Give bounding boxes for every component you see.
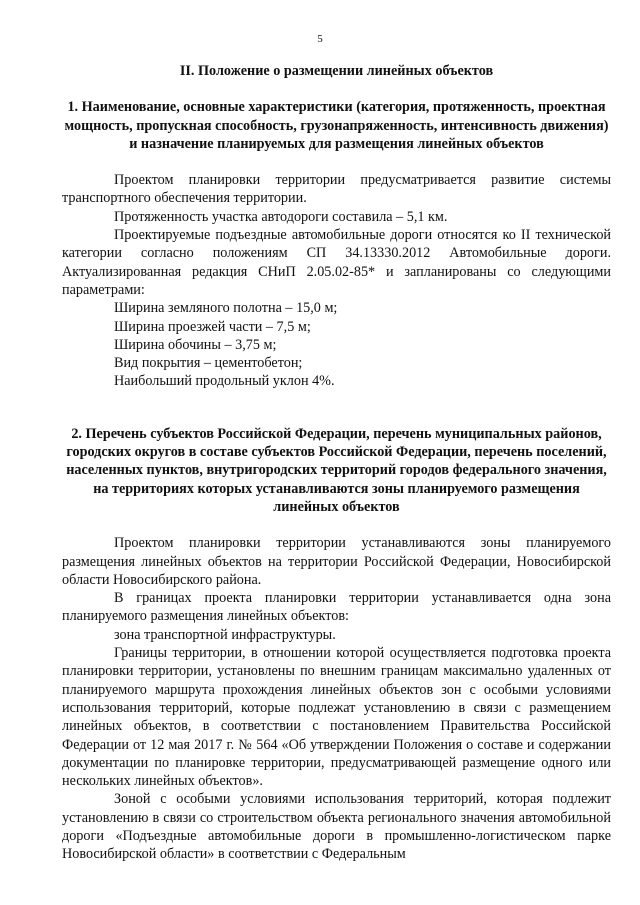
- paragraph: Протяженность участка автодороги составила – 5,1 км.: [114, 208, 448, 225]
- parameter-list: [62, 299, 611, 390]
- paragraph: Зоной с особыми условиями использования территорий, которая подлежит установлению в связи со строительством объекта регионального значения автомобильной дороги «Подъездные автомобильные дороги в промышленно-логистическом парке Новосибирской области» в соответствии с Федеральным: [62, 791, 611, 863]
- list-item: Ширина обочины – 3,75 м;: [114, 336, 277, 353]
- document-body: [62, 62, 611, 864]
- paragraph: В границах проекта планировки территории устанавливается одна зона планируемого размещения линейных объектов:: [62, 590, 611, 625]
- list-item: Ширина проезжей части – 7,5 м;: [114, 318, 311, 335]
- paragraph: Проектируемые подъездные автомобильные дороги относятся ко II технической категории согласно положениям СП 34.13330.2012 Автомобильные дороги. Актуализированная редакция СНиП 2.05.02-85* и запланированы со следующими параметрами:: [62, 227, 611, 298]
- paragraph: Проектом планировки территории устанавливаются зоны планируемого размещения линейных объектов на территории Российской Федерации, Новосибирской области Новосибирского района.: [62, 535, 611, 588]
- subsection-1-title: 1. Наименование, основные характеристики (категория, протяженность, проектная мощность, пропускная способность, грузонапряженность, интенсивность движения) и назначение планируемых для размещения линейных объектов: [64, 99, 609, 152]
- list-item: Вид покрытия – цементобетон;: [114, 355, 303, 372]
- paragraph: Границы территории, в отношении которой осуществляется подготовка проекта планировки территории, установлены по внешним границам максимально удаленных от планируемого маршрута прохождения линейных объектов зон с особыми условиями использования территорий, которые подлежат установлению в связи с размещением линейных объектов, в соответствии с постановлением Правительства Российской Федерации от 12 мая 2017 г. № 564 «Об утверждении Положения о составе и содержании документации по планировке территории, предусматривающей размещение одного или нескольких линейных объектов».: [62, 645, 611, 790]
- page-number: 5: [317, 33, 323, 45]
- list-item: Наибольший продольный уклон 4%.: [114, 373, 335, 390]
- subsection-2-title: 2. Перечень субъектов Российской Федерации, перечень муниципальных районов, городских округов в составе субъектов Российской Федерации, перечень поселений, населенных пунктов, внутригородских территорий городов федерального значения, на территориях которых устанавливаются зоны планируемого размещения линейных объектов: [66, 425, 607, 515]
- section-title: II. Положение о размещении линейных объектов: [179, 63, 494, 79]
- paragraph: Проектом планировки территории предусматривается развитие системы транспортного обеспечения территории.: [62, 172, 611, 207]
- paragraph: зона транспортной инфраструктуры.: [114, 626, 336, 643]
- list-item: Ширина земляного полотна – 15,0 м;: [114, 300, 338, 317]
